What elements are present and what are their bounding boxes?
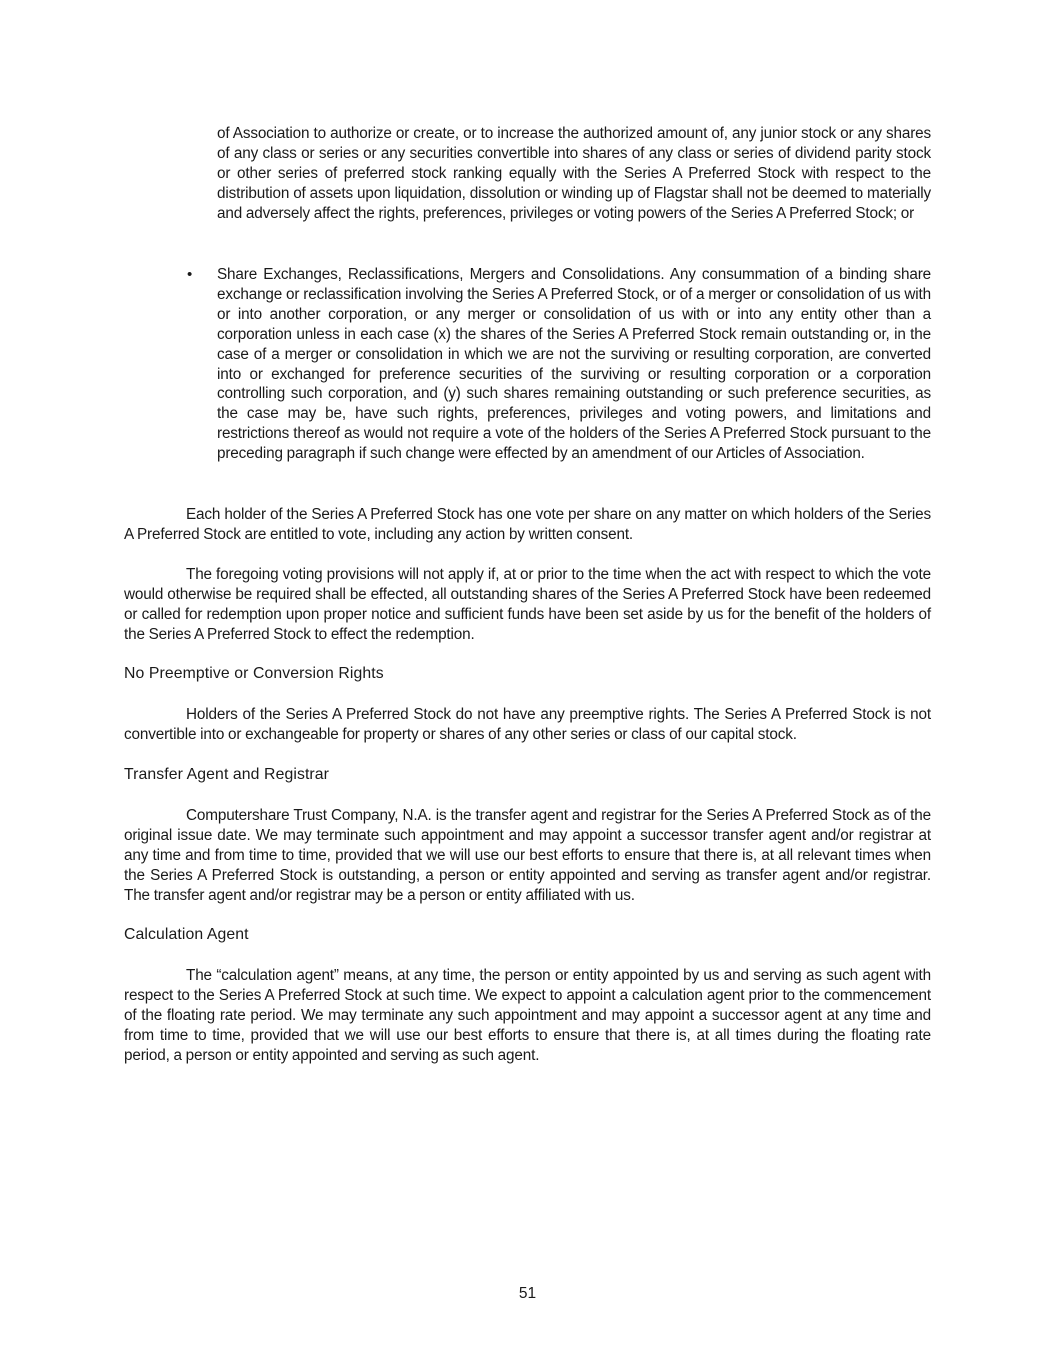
bullet-list-item [187, 265, 931, 464]
section-heading-calculation-agent: Calculation Agent [124, 926, 249, 943]
voting-paragraph-one-vote: Each holder of the Series A Preferred Stock has one vote per share on any matter on which holders of the Series A Preferred Stock are entitled to vote, including any action by written consent. [124, 506, 931, 543]
bullet-text: Share Exchanges, Reclassifications, Mergers and Consolidations. Any consummation of a binding share exchange or reclassification involving the Series A Preferred Stock, or of a merger or consolidation of us with or into another corporation, or any merger or consolidation of us with or into any entity other than a corporation unless in each case (x) the shares of the Series A Preferred Stock remain outstanding or, in the case of a merger or consolidation in which we are not the surviving or resulting corporation, are converted into or exchanged for preference securities of the surviving or resulting corporation or a corporation controlling such corporation, and (y) such shares remaining outstanding or such preference securities, as the case may be, have such rights, preferences, privileges and voting powers, and limitations and restrictions thereof as would not require a vote of the holders of the Series A Preferred Stock pursuant to the preceding paragraph if such change were effected by an amendment of our Articles of Association. [217, 266, 931, 463]
section-body-preemptive-rights: Holders of the Series A Preferred Stock do not have any preemptive rights. The Series A Preferred Stock is not convertible into or exchangeable for property or shares of any other series or class of our capital stock. [124, 706, 931, 743]
section-heading-transfer-agent: Transfer Agent and Registrar [124, 766, 330, 783]
continued-paragraph: of Association to authorize or create, or to increase the authorized amount of, any junior stock or any shares of any class or series or any securities convertible into shares of any class or series of dividend parity stock or other series of preferred stock ranking equally with the Series A Preferred Stock with respect to the distribution of assets upon liquidation, dissolution or winding up of Flagstar shall not be deemed to materially and adversely affect the rights, preferences, privileges or voting powers of the Series A Preferred Stock; or [217, 125, 931, 222]
section-body-transfer-agent: Computershare Trust Company, N.A. is the transfer agent and registrar for the Series A Preferred Stock as of the original issue date. We may terminate such appointment and may appoint a successor transfer agent and/or registrar at any time and from time to time, provided that we will use our best efforts to ensure that there is, at all relevant times when the Series A Preferred Stock is outstanding, a person or entity appointed and serving as transfer agent and/or registrar. The transfer agent and/or registrar may be a person or entity affiliated with us. [124, 807, 931, 904]
section-heading-preemptive-rights: No Preemptive or Conversion Rights [124, 665, 384, 682]
voting-paragraph-not-apply: The foregoing voting provisions will not apply if, at or prior to the time when the act with respect to which the vote would otherwise be required shall be effected, all outstanding shares of the Series A Preferred Stock have been redeemed or called for redemption upon proper notice and sufficient funds have been set aside by us for the benefit of the holders of the Series A Preferred Stock to effect the redemption. [124, 566, 931, 643]
section-body-calculation-agent: The “calculation agent” means, at any time, the person or entity appointed by us and serving as such agent with respect to the Series A Preferred Stock at such time. We expect to appoint a calculation agent prior to the commencement of the floating rate period. We may terminate any such appointment and may appoint a successor agent at any time and from time to time, provided that we will use our best efforts to ensure that there is, at all times during the floating rate period, a person or entity appointed and serving as such agent. [124, 967, 931, 1064]
page-number: 51 [518, 1285, 537, 1302]
bullet-icon: • [187, 266, 193, 283]
